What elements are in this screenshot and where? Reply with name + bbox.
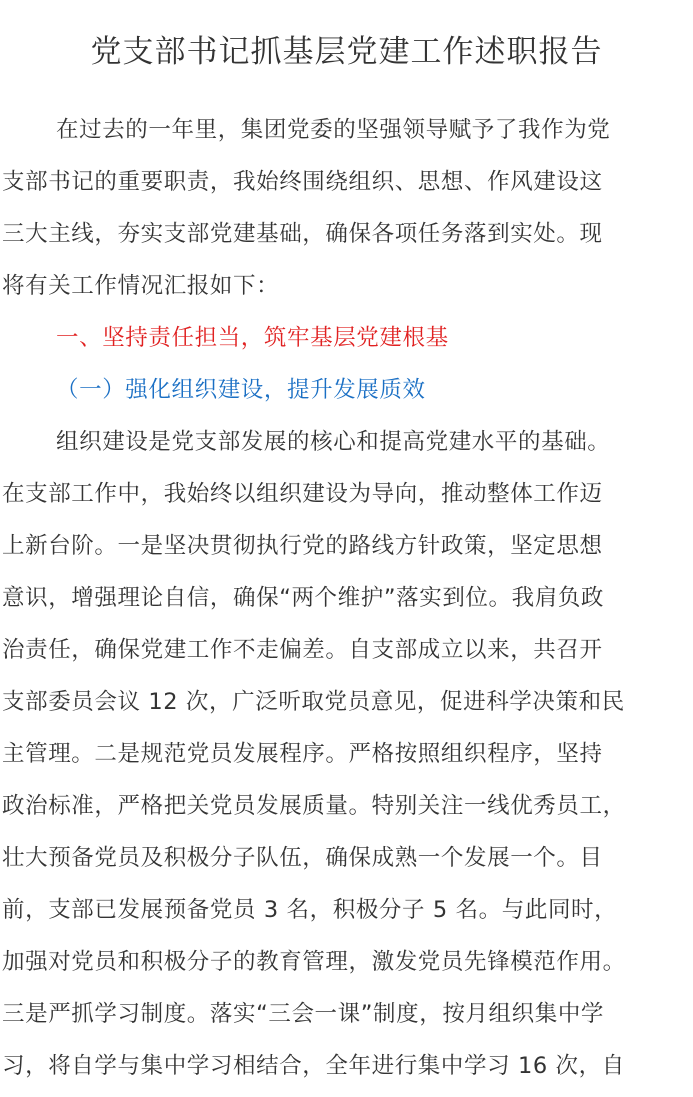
paragraph-line: 在支部工作中，我始终以组织建设为导向，推动整体工作迈 xyxy=(2,481,603,507)
paragraph-line: 主管理。二是规范党员发展程序。严格按照组织程序，坚持 xyxy=(2,741,603,767)
paragraph-line: 组织建设是党支部发展的核心和提高党建水平的基础。 xyxy=(56,429,611,455)
paragraph-line: 意识，增强理论自信，确保“两个维护”落实到位。我肩负政 xyxy=(2,585,605,611)
paragraph-line: 三是严抓学习制度。落实“三会一课”制度，按月组织集中学 xyxy=(2,1001,605,1027)
paragraph-line: 壮大预备党员及积极分子队伍，确保成熟一个发展一个。目 xyxy=(2,845,603,871)
section-heading: 一、坚持责任担当，筑牢基层党建根基 xyxy=(56,325,449,351)
paragraph-line: 习，将自学与集中学习相结合，全年进行集中学习 16 次，自 xyxy=(2,1053,625,1079)
paragraph-line: 上新台阶。一是坚决贯彻执行党的路线方针政策，坚定思想 xyxy=(2,533,603,559)
paragraph-line: 三大主线，夯实支部党建基础，确保各项任务落到实处。现 xyxy=(2,221,603,247)
paragraph-line: 加强对党员和积极分子的教育管理，激发党员先锋模范作用。 xyxy=(2,949,626,975)
paragraph-line: 在过去的一年里，集团党委的坚强领导赋予了我作为党 xyxy=(56,117,611,143)
page-title: 党支部书记抓基层党建工作述职报告 xyxy=(90,34,603,70)
paragraph-line: 前，支部已发展预备党员 3 名，积极分子 5 名。与此同时， xyxy=(2,897,618,923)
paragraph-line: 将有关工作情况汇报如下： xyxy=(2,273,280,299)
subsection-heading: （一）强化组织建设，提升发展质效 xyxy=(56,377,426,403)
paragraph-line: 治责任，确保党建工作不走偏差。自支部成立以来，共召开 xyxy=(2,637,603,663)
paragraph-line: 支部委员会议 12 次，广泛听取党员意见，促进科学决策和民 xyxy=(2,689,625,715)
paragraph-line: 政治标准，严格把关党员发展质量。特别关注一线优秀员工， xyxy=(2,793,626,819)
paragraph-line: 支部书记的重要职责，我始终围绕组织、思想、作风建设这 xyxy=(2,169,603,195)
